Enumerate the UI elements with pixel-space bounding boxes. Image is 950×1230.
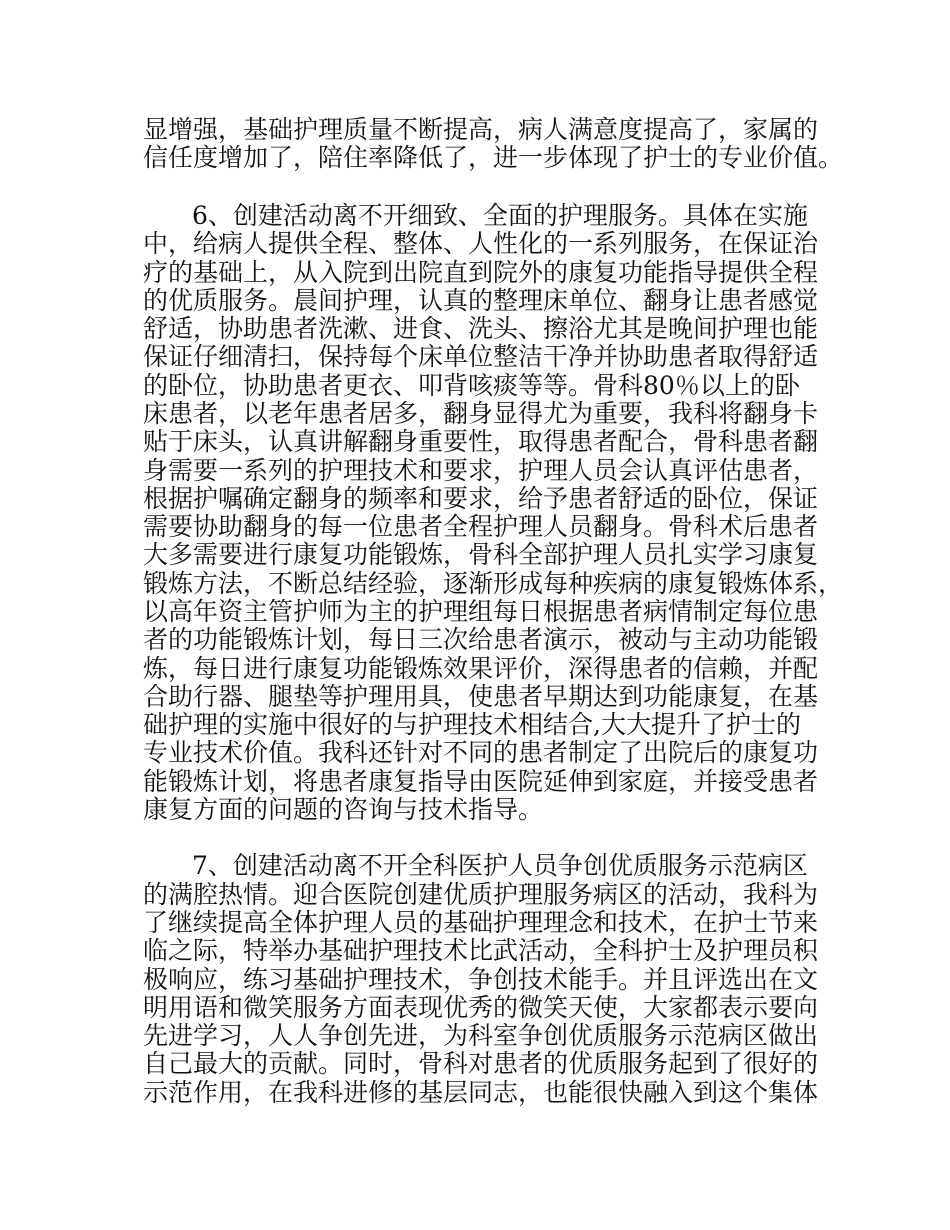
text-line: 的卧位，协助患者更衣、叩背咳痰等等。骨科80％以上的卧 [143,371,800,400]
text-line: 自己最大的贡献。同时，骨科对患者的优质服务起到了很好的 [143,1049,819,1078]
text-line: 舒适，协助患者洗漱、进食、洗头、擦浴尤其是晚间护理也能 [143,314,819,343]
text-line: 的满腔热情。迎合医院创建优质护理服务病区的活动，我科为 [143,880,819,909]
text-line: 疗的基础上，从入院到出院直到院外的康复功能指导提供全程 [143,258,819,287]
text-line: 大多需要进行康复功能锻炼，骨科全部护理人员扎实学习康复 [143,540,819,569]
text-line: 锻炼方法，不断总结经验，逐渐形成每种疾病的康复锻炼体系， [143,569,844,598]
text-line: 中，给病人提供全程、整体、人性化的一系列服务，在保证治 [143,229,819,258]
text-line: 础护理的实施中很好的与护理技术相结合,大大提升了护士的 [143,710,801,739]
paragraph-7-first-line: 7、创建活动离不开全科医护人员争创优质服务示范病区 [192,851,808,880]
text-line: 根据护嘱确定翻身的频率和要求，给予患者舒适的卧位，保证 [143,484,819,513]
text-line: 贴于床头，认真讲解翻身重要性，取得患者配合，骨科患者翻 [143,427,819,456]
text-line: 临之际，特举办基础护理技术比武活动，全科护士及护理员积 [143,936,819,965]
text-line: 合助行器、腿垫等护理用具，使患者早期达到功能康复，在基 [143,682,819,711]
text-line: 明用语和微笑服务方面表现优秀的微笑天使，大家都表示要向 [143,993,819,1022]
text-line: 身需要一系列的护理技术和要求，护理人员会认真评估患者， [143,456,819,485]
text-line: 康复方面的问题的咨询与技术指导。 [143,795,544,824]
text-line: 的优质服务。晨间护理，认真的整理床单位、翻身让患者感觉 [143,286,819,315]
text-line: 显增强，基础护理质量不断提高，病人满意度提高了，家属的 [143,115,819,144]
text-line: 炼，每日进行康复功能锻炼效果评价，深得患者的信赖，并配 [143,654,819,683]
text-line: 专业技术价值。我科还针对不同的患者制定了出院后的康复功 [143,738,819,767]
text-line: 示范作用，在我科进修的基层同志，也能很快融入到这个集体 [143,1078,819,1107]
text-line: 能锻炼计划，将患者康复指导由医院延伸到家庭，并接受患者 [143,767,819,796]
text-line: 保证仔细清扫，保持每个床单位整洁干净并协助患者取得舒适 [143,342,819,371]
text-line: 以高年资主管护师为主的护理组每日根据患者病情制定每位患 [143,597,819,626]
text-line: 者的功能锻炼计划，每日三次给患者演示，被动与主动功能锻 [143,625,819,654]
paragraph-6-first-line: 6、创建活动离不开细致、全面的护理服务。具体在实施 [192,201,808,230]
text-line: 极响应，练习基础护理技术，争创技术能手。并且评选出在文 [143,965,819,994]
text-line: 床患者，以老年患者居多，翻身显得尤为重要，我科将翻身卡 [143,399,819,428]
text-line: 先进学习，人人争创先进，为科室争创优质服务示范病区做出 [143,1021,819,1050]
text-line: 需要协助翻身的每一位患者全程护理人员翻身。骨科术后患者 [143,512,819,541]
text-line: 信任度增加了，陪住率降低了，进一步体现了护士的专业价值。 [143,143,844,172]
text-line: 了继续提高全体护理人员的基础护理理念和技术，在护士节来 [143,908,819,937]
